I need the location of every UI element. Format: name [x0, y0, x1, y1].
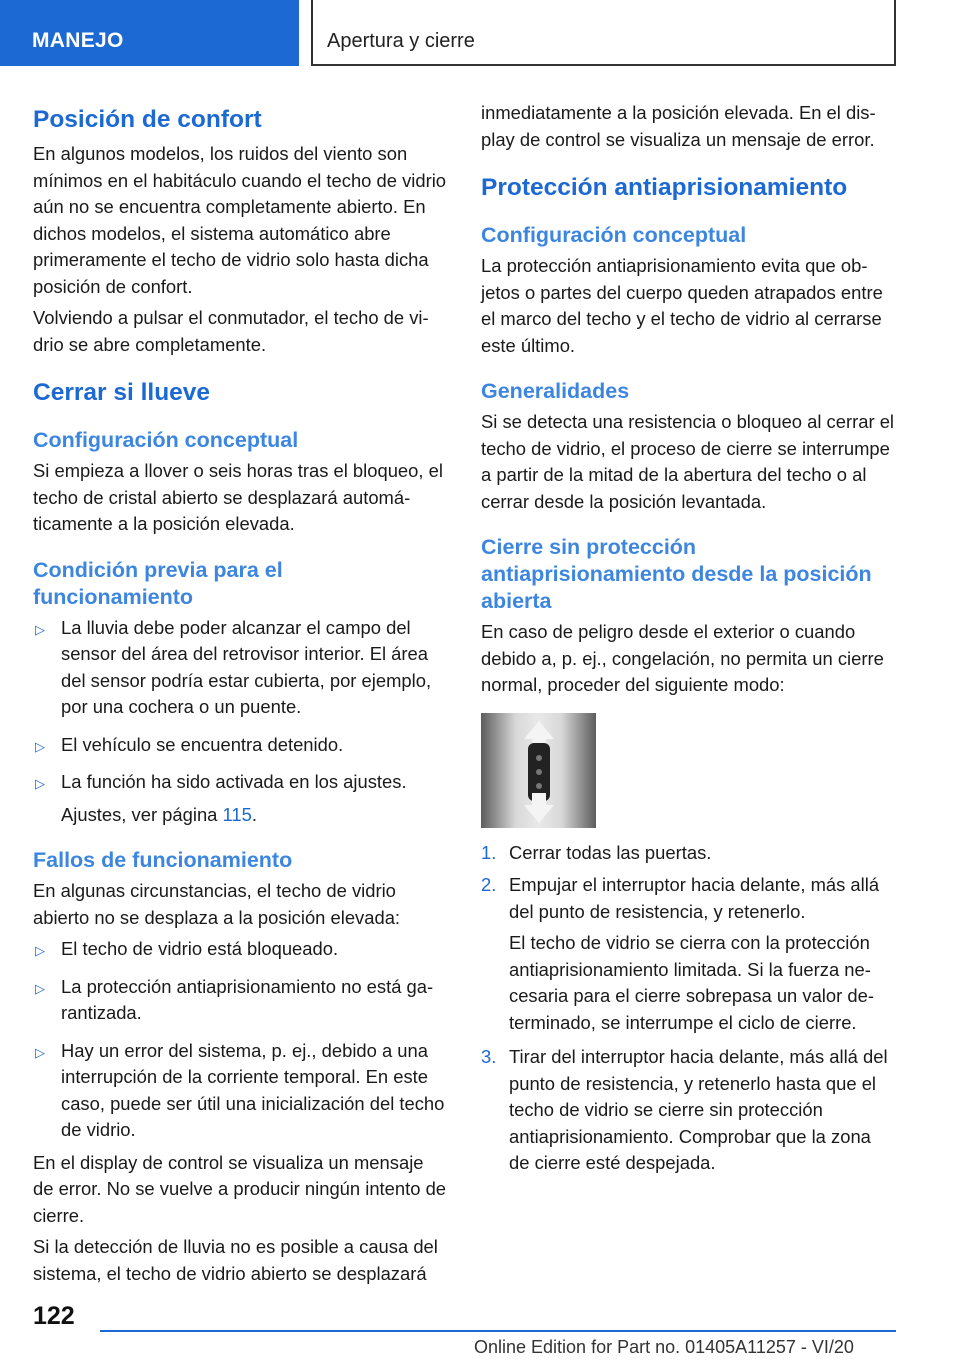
subheading-configuracion: Configuración conceptual: [481, 223, 747, 247]
triangle-bullet-icon: ▷: [35, 1044, 45, 1060]
triangle-bullet-icon: ▷: [35, 776, 45, 791]
step-item: 1. Cerrar todas las puertas.: [481, 841, 712, 863]
step-2-note: El techo de vidrio se cierra con la protección antiaprisionamiento limitada. Si la fuerza necesaria para el cierre sobrepasa un valor determinado, se interrumpe el ciclo de cierre.: [509, 932, 874, 1033]
paragraph-fallos: En algunas circunstancias, el techo de vidrio abierto no se desplaza a la posición elevada:: [33, 880, 401, 928]
fallos-list: [33, 936, 447, 1144]
paragraph-configuracion: Si empieza a llover o seis horas tras el bloqueo, el techo de cristal abierto se desplazará automáticamente a la posición elevada.: [33, 460, 443, 534]
header-section-tab: [0, 0, 299, 66]
subheading-configuracion: Configuración conceptual: [33, 428, 299, 452]
step-item: 3. Tirar del interruptor hacia delante, más allá del punto de resistencia, y retenerlo hasta que el techo de vidrio se cierre sin protección antiaprisionamiento. Comprobar que la zona de cierre esté despejada.: [481, 1046, 888, 1173]
steps-list: [481, 840, 895, 926]
footer-edition: Online Edition for Part no. 01405A11257 - VI/20: [474, 1337, 854, 1357]
paragraph-confort-2: Volviendo a pulsar el conmutador, el techo de vidrio se abre completamente.: [33, 307, 429, 355]
triangle-bullet-icon: ▷: [35, 980, 45, 996]
triangle-bullet-icon: ▷: [35, 621, 45, 637]
condition-list: [33, 615, 447, 796]
list-item: ▷ Hay un error del sistema, p. ej., debido a una interrupción de la corriente temporal. En este caso, puede ser útil una inicialización del techo de vidrio.: [35, 1039, 445, 1140]
paragraph-cierre: En caso de peligro desde el exterior o cuando debido a, p. ej., congelación, no permita un cierre normal, proceder del siguiente modo:: [481, 621, 884, 695]
paragraph-generalidades: Si se detecta una resistencia o bloqueo al cerrar el techo de vidrio, el proceso de cierre se interrumpe a partir de la mitad de la abertura del techo o al cerrar desde la posición levantada.: [481, 411, 895, 512]
list-item: ▷ La función ha sido activada en los ajustes.: [33, 769, 447, 796]
roof-switch-image: [481, 713, 596, 828]
page-link[interactable]: 115: [222, 803, 252, 825]
heading-proteccion: Protección antiaprisionamiento: [481, 174, 848, 201]
list-item: ▷ El techo de vidrio está bloqueado.: [33, 936, 447, 963]
footer-divider: [100, 1330, 896, 1332]
paragraph-deteccion-lluvia: Si la detección de lluvia no es posible a causa del sistema, el techo de vidrio abierto se desplazará: [33, 1236, 438, 1284]
header-section-label: MANEJO: [32, 29, 124, 52]
left-column: [33, 100, 447, 1292]
list-item: ▷ La lluvia debe poder alcanzar el campo del sensor del área del retrovisor interior. El área del sensor podría estar cubierta, por ejemplo, por una cochera o un puente.: [35, 616, 432, 717]
paragraph-display-error: En el display de control se visualiza un mensaje de error. No se vuelve a producir ningún intento de cierre.: [33, 1151, 447, 1226]
header-chapter-box: [311, 0, 896, 66]
list-item: ▷ La protección antiaprisionamiento no está garantizada.: [35, 975, 434, 1023]
heading-posicion-confort: Posición de confort: [33, 106, 262, 133]
subheading-cierre-sin-proteccion: Cierre sin protección antiaprisionamiento desde la posición abierta: [481, 535, 872, 613]
right-column: [481, 100, 895, 1183]
subheading-fallos: Fallos de funcionamiento: [33, 848, 293, 872]
heading-cerrar-si-llueve: Cerrar si llueve: [33, 379, 211, 406]
subheading-condicion-previa: Condición previa para el funcionamiento: [33, 557, 283, 609]
paragraph-confort-1: En algunos modelos, los ruidos del viento son mínimos en el habitáculo cuando el techo de vidrio aún no se encuentra completamente abierto. En dichos modelos, el sistema automático abre primeramente el techo de vidrio solo hasta dicha posición de confort.: [33, 143, 447, 297]
list-item: ▷ El vehículo se encuentra detenido.: [33, 732, 447, 759]
subheading-generalidades: Generalidades: [481, 379, 630, 403]
step-item: 2. Empujar el interruptor hacia delante, más allá del punto de resistencia, y retenerlo.: [481, 874, 880, 922]
paragraph-configuracion: La protección antiaprisionamiento evita que objetos o partes del cuerpo queden atrapados entre el marco del techo y el techo de vidrio al cerrarse este último.: [481, 255, 883, 356]
triangle-bullet-icon: ▷: [35, 943, 45, 958]
page-number: 122: [33, 1302, 75, 1330]
triangle-bullet-icon: ▷: [35, 738, 45, 754]
arrow-down-icon: [524, 805, 554, 823]
paragraph-continuation: inmediatamente a la posición elevada. En el display de control se visualiza un mensaje de error.: [481, 102, 876, 150]
ajustes-reference: Ajustes, ver página 115.: [61, 803, 257, 825]
header-chapter-label: Apertura y cierre: [327, 30, 475, 52]
